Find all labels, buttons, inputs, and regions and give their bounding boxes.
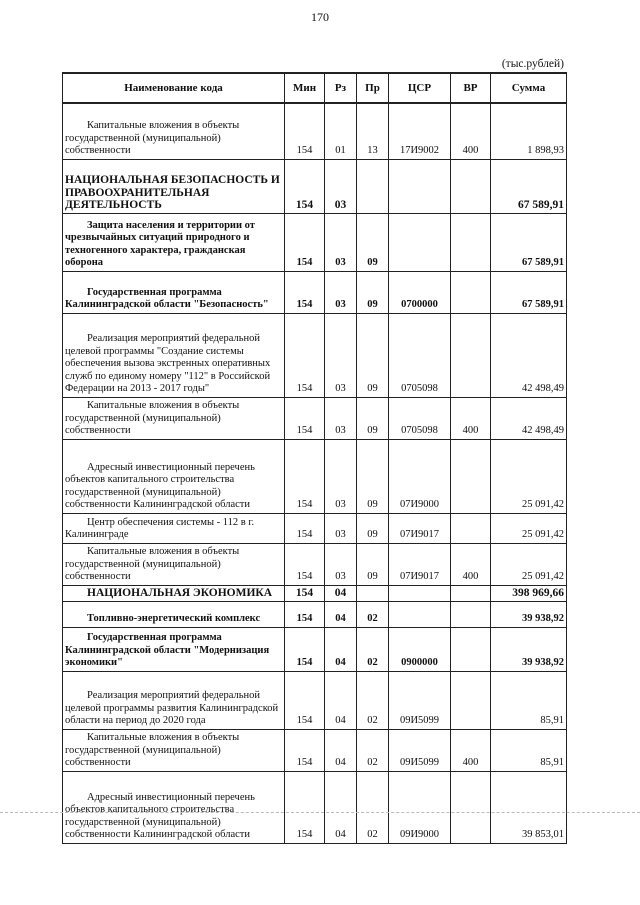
row-pr: 13: [357, 103, 389, 159]
row-rz: 03: [325, 159, 357, 213]
table-row: [63, 313, 567, 397]
row-sum: 39 938,92: [491, 601, 567, 627]
row-csr: 09И5099: [389, 671, 451, 729]
header-sum: Сумма: [491, 73, 567, 103]
row-pr: 02: [357, 771, 389, 843]
row-vr: [451, 627, 491, 671]
row-min: 154: [285, 159, 325, 213]
row-vr: [451, 213, 491, 271]
row-vr: 400: [451, 543, 491, 585]
row-name: Капитальные вложения в объекты государственной (муниципальной) собственности: [63, 103, 285, 159]
row-csr: [389, 585, 451, 601]
row-min: 154: [285, 439, 325, 513]
scan-fold-line: [0, 812, 640, 813]
row-rz: 03: [325, 543, 357, 585]
row-csr: 17И9002: [389, 103, 451, 159]
row-pr: 02: [357, 729, 389, 771]
header-rz: Рз: [325, 73, 357, 103]
row-name: Капитальные вложения в объекты государственной (муниципальной) собственности: [63, 397, 285, 439]
row-vr: 400: [451, 103, 491, 159]
table-row: [63, 671, 567, 729]
row-csr: 07И9000: [389, 439, 451, 513]
header-pr: Пр: [357, 73, 389, 103]
row-min: 154: [285, 103, 325, 159]
row-csr: 0705098: [389, 397, 451, 439]
row-name: Защита населения и территории от чрезвычайных ситуаций природного и техногенного характера, гражданская оборона: [63, 213, 285, 271]
row-sum: 85,91: [491, 729, 567, 771]
row-min: 154: [285, 271, 325, 313]
row-name: Адресный инвестиционный перечень объектов капитального строительства государственной (муниципальной) собственности Калининградской области: [63, 771, 285, 843]
table-row: [63, 213, 567, 271]
row-vr: [451, 671, 491, 729]
row-csr: 09И5099: [389, 729, 451, 771]
row-min: 154: [285, 729, 325, 771]
row-rz: 04: [325, 771, 357, 843]
row-rz: 03: [325, 397, 357, 439]
row-pr: 09: [357, 439, 389, 513]
header-min: Мин: [285, 73, 325, 103]
row-name: Реализация мероприятий федеральной целевой программы "Создание системы обеспечения вызова экстренных оперативных служб по единому номеру "112" в Российской Федерации на 2013 - 2017 годы": [63, 313, 285, 397]
row-pr: 09: [357, 213, 389, 271]
row-pr: 09: [357, 543, 389, 585]
row-pr: [357, 585, 389, 601]
row-vr: 400: [451, 729, 491, 771]
row-csr: 07И9017: [389, 543, 451, 585]
row-vr: [451, 771, 491, 843]
table-row: [63, 271, 567, 313]
row-csr: 0705098: [389, 313, 451, 397]
row-csr: [389, 159, 451, 213]
row-name: Топливно-энергетический комплекс: [63, 601, 285, 627]
row-name: Государственная программа Калининградской области "Безопасность": [63, 271, 285, 313]
row-min: 154: [285, 543, 325, 585]
row-min: 154: [285, 313, 325, 397]
row-rz: 04: [325, 627, 357, 671]
row-min: 154: [285, 601, 325, 627]
row-csr: [389, 213, 451, 271]
row-rz: 03: [325, 513, 357, 543]
row-name: Центр обеспечения системы - 112 в г. Калининграде: [63, 513, 285, 543]
row-vr: 400: [451, 397, 491, 439]
row-vr: [451, 313, 491, 397]
header-name: Наименование кода: [63, 73, 285, 103]
row-sum: 85,91: [491, 671, 567, 729]
row-sum: 25 091,42: [491, 439, 567, 513]
row-rz: 03: [325, 439, 357, 513]
table-row: [63, 397, 567, 439]
row-min: 154: [285, 627, 325, 671]
header-vr: ВР: [451, 73, 491, 103]
row-pr: 09: [357, 513, 389, 543]
row-vr: [451, 585, 491, 601]
row-sum: 67 589,91: [491, 271, 567, 313]
row-vr: [451, 271, 491, 313]
row-rz: 04: [325, 729, 357, 771]
row-name: Адресный инвестиционный перечень объектов капитального строительства государственной (муниципальной) собственности Калининградской области: [63, 439, 285, 513]
row-csr: 07И9017: [389, 513, 451, 543]
table-row: [63, 627, 567, 671]
table-row: [63, 159, 567, 213]
row-csr: [389, 601, 451, 627]
row-min: 154: [285, 671, 325, 729]
row-min: 154: [285, 585, 325, 601]
header-csr: ЦСР: [389, 73, 451, 103]
row-pr: [357, 159, 389, 213]
page-number: 170: [311, 10, 329, 24]
row-csr: 0700000: [389, 271, 451, 313]
row-pr: 09: [357, 313, 389, 397]
table-row: [63, 585, 567, 601]
row-rz: 01: [325, 103, 357, 159]
row-sum: 42 498,49: [491, 313, 567, 397]
row-pr: 09: [357, 271, 389, 313]
row-sum: 42 498,49: [491, 397, 567, 439]
row-vr: [451, 513, 491, 543]
row-rz: 04: [325, 585, 357, 601]
row-rz: 03: [325, 213, 357, 271]
row-name: НАЦИОНАЛЬНАЯ БЕЗОПАСНОСТЬ И ПРАВООХРАНИТЕЛЬНАЯ ДЕЯТЕЛЬНОСТЬ: [63, 159, 285, 213]
table-row: [63, 439, 567, 513]
row-vr: [451, 601, 491, 627]
table-row: [63, 513, 567, 543]
row-min: 154: [285, 213, 325, 271]
row-sum: 398 969,66: [491, 585, 567, 601]
row-sum: 39 938,92: [491, 627, 567, 671]
budget-table: [62, 72, 567, 844]
table-row: [63, 771, 567, 843]
row-sum: 67 589,91: [491, 159, 567, 213]
row-pr: 02: [357, 601, 389, 627]
row-vr: [451, 439, 491, 513]
row-min: 154: [285, 397, 325, 439]
row-sum: 1 898,93: [491, 103, 567, 159]
row-sum: 25 091,42: [491, 543, 567, 585]
row-sum: 25 091,42: [491, 513, 567, 543]
table-row: [63, 729, 567, 771]
row-name: НАЦИОНАЛЬНАЯ ЭКОНОМИКА: [63, 585, 285, 601]
row-min: 154: [285, 513, 325, 543]
table-row: [63, 601, 567, 627]
row-name: Капитальные вложения в объекты государственной (муниципальной) собственности: [63, 543, 285, 585]
row-sum: 39 853,01: [491, 771, 567, 843]
table-header-row: [63, 73, 567, 103]
table-row: [63, 543, 567, 585]
row-vr: [451, 159, 491, 213]
table-row: [63, 103, 567, 159]
row-rz: 04: [325, 671, 357, 729]
units-label: (тыс.рублей): [501, 58, 564, 70]
row-rz: 03: [325, 271, 357, 313]
row-pr: 02: [357, 671, 389, 729]
row-csr: 09И9000: [389, 771, 451, 843]
row-name: Реализация мероприятий федеральной целевой программы развития Калининградской области на период до 2020 года: [63, 671, 285, 729]
row-csr: 0900000: [389, 627, 451, 671]
row-pr: 09: [357, 397, 389, 439]
row-name: Капитальные вложения в объекты государственной (муниципальной) собственности: [63, 729, 285, 771]
row-sum: 67 589,91: [491, 213, 567, 271]
row-name: Государственная программа Калининградской области "Модернизация экономики": [63, 627, 285, 671]
row-rz: 03: [325, 313, 357, 397]
row-pr: 02: [357, 627, 389, 671]
row-rz: 04: [325, 601, 357, 627]
row-min: 154: [285, 771, 325, 843]
